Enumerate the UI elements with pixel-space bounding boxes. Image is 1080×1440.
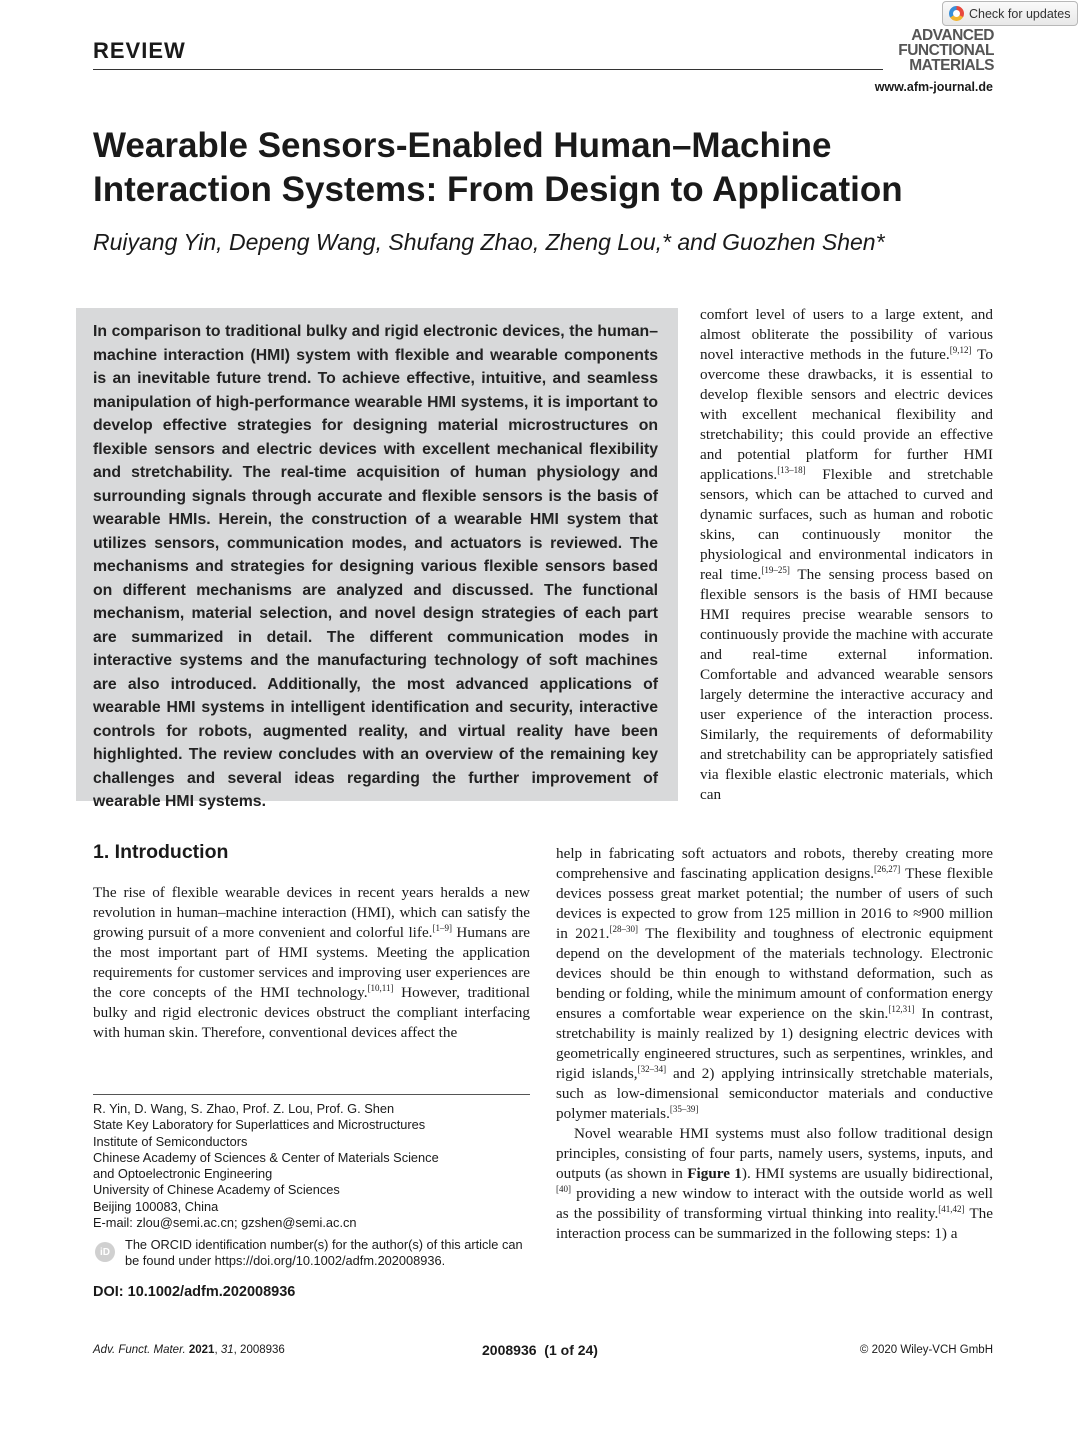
citation[interactable]: [40] <box>556 1183 571 1194</box>
citation[interactable]: [12,31] <box>888 1003 915 1014</box>
affiliation-block <box>93 1101 533 1231</box>
affiliation-line: University of Chinese Academy of Sciences <box>93 1182 340 1198</box>
check-for-updates-button[interactable] <box>942 1 1078 26</box>
journal-logo-line: MATERIALS <box>909 57 994 74</box>
citation[interactable]: [28–30] <box>609 923 638 934</box>
doi-link[interactable]: DOI: 10.1002/adfm.202008936 <box>93 1284 296 1300</box>
affiliation-line: Institute of Semiconductors <box>93 1133 248 1149</box>
footer-citation: Adv. Funct. Mater. 2021, 31, 2008936 <box>93 1344 285 1356</box>
right-column-bottom <box>556 844 993 1244</box>
footer-year: 2021 <box>188 1344 215 1356</box>
affiliation-line: Beijing 100083, China <box>93 1198 219 1214</box>
affiliation-email[interactable]: E-mail: zlou@semi.ac.cn; gzshen@semi.ac.cn <box>93 1215 357 1231</box>
citation[interactable]: [32–34] <box>637 1063 667 1074</box>
orcid-icon: iD <box>95 1242 115 1262</box>
affiliation-line: Chinese Academy of Sciences & Center of Materials Science <box>93 1149 439 1165</box>
right-column-top: comfort level of users to a large extent, and almost obliterate the possibility of various novel interactive methods in the future.[9,12] To overcome these drawbacks, it is essential to develop flexible sensors and electric devices with excellent mechanical flexibility and stretchability; this could provide an effective and potential platform for further HMI applications.[13–18] Flexible and stretchable sensors, which can be attached to curved and dynamic surfaces, such as human and robotic skins, can continuously monitor the physiological and environmental indicators in real time.[19–25] The sensing process based on flexible sensors is the basis of HMI because HMI requires precise wearable sensors to continuously provide the machine with accurate and real-time external information. Comfortable and advanced wearable sensors largely determine the interactive accuracy and user experience of the interaction process. Similarly, the requirements of deformability and stretchability can be appropriately satisfied via flexible elastic electronic materials, which can <box>700 306 993 803</box>
footer-copyright: © 2020 Wiley-VCH GmbH <box>859 1344 993 1356</box>
crossmark-icon <box>949 6 964 21</box>
journal-logo <box>884 28 994 73</box>
citation[interactable]: [9,12] <box>949 344 972 355</box>
left-column-body: The rise of flexible wearable devices in recent years heralds a new revolution in human–machine interaction (HMI), which can satisfy the growing pursuit of a more convenient and colorful life.[1–9] Humans are the most important part of HMI systems. Meeting the application requirements for customer services and improving user experiences are the core concepts of the HMI technology.[10,11] However, traditional bulky and rigid electronic devices obstruct the compliant interfacing with human skin. Therefore, conventional devices affect the <box>93 884 530 1041</box>
orcid-note[interactable]: The ORCID identification number(s) for the author(s) of this article can be found under https://doi.org/10.1002/adfm.202008936. <box>125 1237 523 1268</box>
abstract-text: In comparison to traditional bulky and rigid electronic devices, the human–machine interaction (HMI) system with flexible and wearable components is an inevitable future trend. To achieve effective, intuitive, and seamless manipulation of high-performance wearable HMI systems, it is important to develop effective strategies for designing material microstructures on flexible sensors and electric devices with excellent mechanical flexibility and stretchability. The real-time acquisition of human physiology and surrounding signals through accurate and flexible sensors is the basis of wearable HMIs. Herein, the construction of a wearable HMI system that utilizes sensors, communication modes, and actuators is reviewed. The mechanisms and strategies for designing various flexible sensors based on different mechanisms are analyzed and discussed. The functional mechanism, material selection, and novel design strategies of each part are summarized in detail. The different communication modes in interactive systems and the manufacturing technology of soft machines are also introduced. Additionally, the most advanced applications of wearable HMI systems in intelligent identification and security, interactive controls for robots, augmented reality, and virtual reality have been highlighted. The review concludes with an overview of the remaining key challenges and several ideas regarding the further improvement of wearable HMI systems. <box>93 323 658 810</box>
footer-article-number: 2008936 <box>240 1344 285 1356</box>
affiliation-line: R. Yin, D. Wang, S. Zhao, Prof. Z. Lou, Prof. G. Shen <box>93 1101 395 1116</box>
footer-page-number: 2008936 (1 of 24) <box>482 1342 598 1358</box>
citation[interactable]: [1–9] <box>432 922 452 933</box>
check-for-updates-label: Check for updates <box>969 6 1071 21</box>
journal-logo-line: ADVANCED <box>911 27 994 44</box>
section-label: REVIEW <box>93 38 186 63</box>
section-heading-introduction: 1. Introduction <box>93 841 229 863</box>
citation[interactable]: [13–18] <box>777 464 806 475</box>
citation[interactable]: [41,42] <box>938 1203 965 1214</box>
footer-volume: 31 <box>220 1344 234 1356</box>
citation[interactable]: [35–39] <box>669 1103 699 1114</box>
affiliation-rule <box>93 1094 530 1095</box>
citation[interactable]: [26,27] <box>874 863 901 874</box>
footer-journal: Adv. Funct. Mater. <box>93 1344 186 1356</box>
figure-reference[interactable]: Figure 1 <box>687 1165 742 1182</box>
citation[interactable]: [10,11] <box>367 982 394 993</box>
paragraph: Novel wearable HMI systems must also follow traditional design principles, consisting of four parts, namely users, systems, inputs, and outputs (as shown in Figure 1). HMI systems are usually bidirectional,[40] providing a new window to interact with the outside world as well as the possibility of transforming virtual thinking into reality.[41,42] The interaction process can be summarized in the following steps: 1) a <box>556 1125 993 1242</box>
affiliation-line: State Key Laboratory for Superlattices and Microstructures <box>93 1117 426 1133</box>
journal-url[interactable]: www.afm-journal.de <box>874 80 993 94</box>
header-rule <box>93 69 883 70</box>
paragraph: help in fabricating soft actuators and robots, thereby creating more comprehensive and fascinating application designs.[26,27] These flexible devices possess great market potential; the number of users of such devices is expected to grow from 125 million in 2016 to ≈900 million in 2021.[28–30] The flexibility and toughness of electronic equipment depend on the development of the materials technology. Electronic devices should be thin enough to withstand deformation, such as bending or folding, while the minimum amount of conformation energy ensures a comfortable wear experience on the skin.[12,31] In contrast, stretchability is mainly realized by 1) designing electric devices with geometrically engineered structures, such as serpentines, wrinkles, and rigid islands,[32–34] and 2) applying intrinsically stretchable materials, such as low-dimensional semiconductor materials and conductive polymer materials.[35–39] <box>556 845 994 1122</box>
affiliation-line: and Optoelectronic Engineering <box>93 1166 273 1182</box>
article-title: Wearable Sensors-Enabled Human–Machine Interaction Systems: From Design to Application <box>93 126 903 209</box>
author-list: Ruiyang Yin, Depeng Wang, Shufang Zhao, Zheng Lou,* and Guozhen Shen* <box>93 229 885 255</box>
journal-logo-line: FUNCTIONAL <box>898 42 994 59</box>
citation[interactable]: [19–25] <box>761 564 790 575</box>
